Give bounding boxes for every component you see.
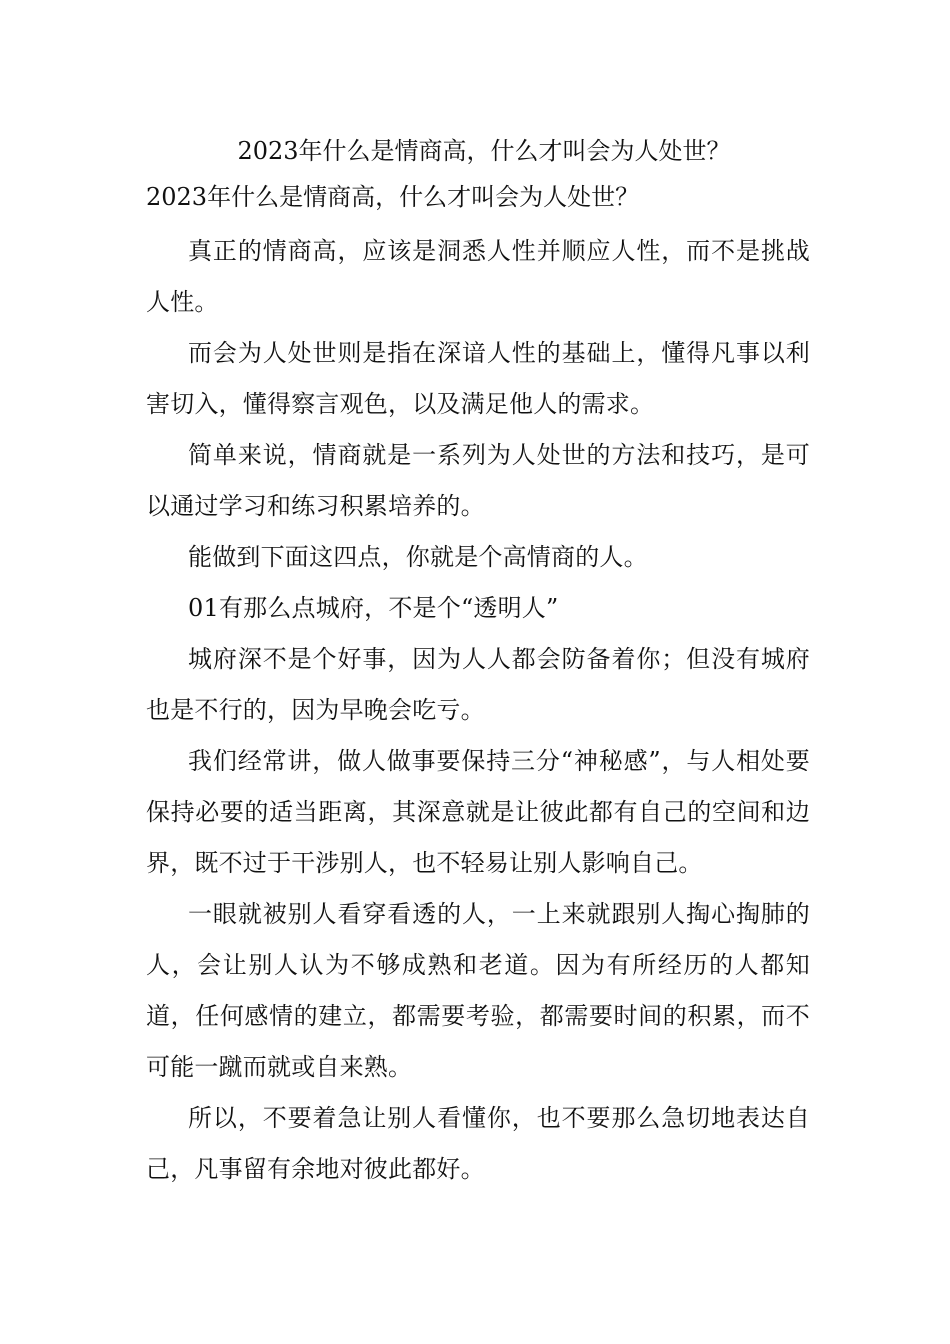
section-heading: 01有那么点城府，不是个“透明人” bbox=[188, 594, 559, 622]
paragraph: 所以，不要着急让别人看懂你，也不要那么急切地表达自己，凡事留有余地对彼此都好。 bbox=[146, 1104, 810, 1183]
paragraph: 我们经常讲，做人做事要保持三分“神秘感”，与人相处要保持必要的适当距离，其深意就是让彼此都有自己的空间和边界，既不过于干涉别人，也不轻易让别人影响自己。 bbox=[146, 747, 810, 877]
paragraph: 一眼就被别人看穿看透的人，一上来就跟别人掏心掏肺的人，会让别人认为不够成熟和老道。因为有所经历的人都知道，任何感情的建立，都需要考验，都需要时间的积累，而不可能一蹴而就或自来熟。 bbox=[146, 900, 810, 1081]
document-body bbox=[146, 128, 810, 1195]
paragraph: 城府深不是个好事，因为人人都会防备着你；但没有城府也是不行的，因为早晚会吃亏。 bbox=[146, 645, 810, 724]
paragraph: 真正的情商高，应该是洞悉人性并顺应人性，而不是挑战人性。 bbox=[146, 237, 810, 316]
paragraph: 能做到下面这四点，你就是个高情商的人。 bbox=[188, 543, 648, 571]
document-subtitle: 2023年什么是情商高，什么才叫会为人处世？ bbox=[146, 183, 640, 211]
paragraph: 而会为人处世则是指在深谙人性的基础上，懂得凡事以利害切入，懂得察言观色，以及满足他人的需求。 bbox=[146, 339, 810, 418]
paragraph: 简单来说，情商就是一系列为人处世的方法和技巧，是可以通过学习和练习积累培养的。 bbox=[146, 441, 810, 520]
document-title: 2023年什么是情商高，什么才叫会为人处世？ bbox=[237, 137, 731, 165]
